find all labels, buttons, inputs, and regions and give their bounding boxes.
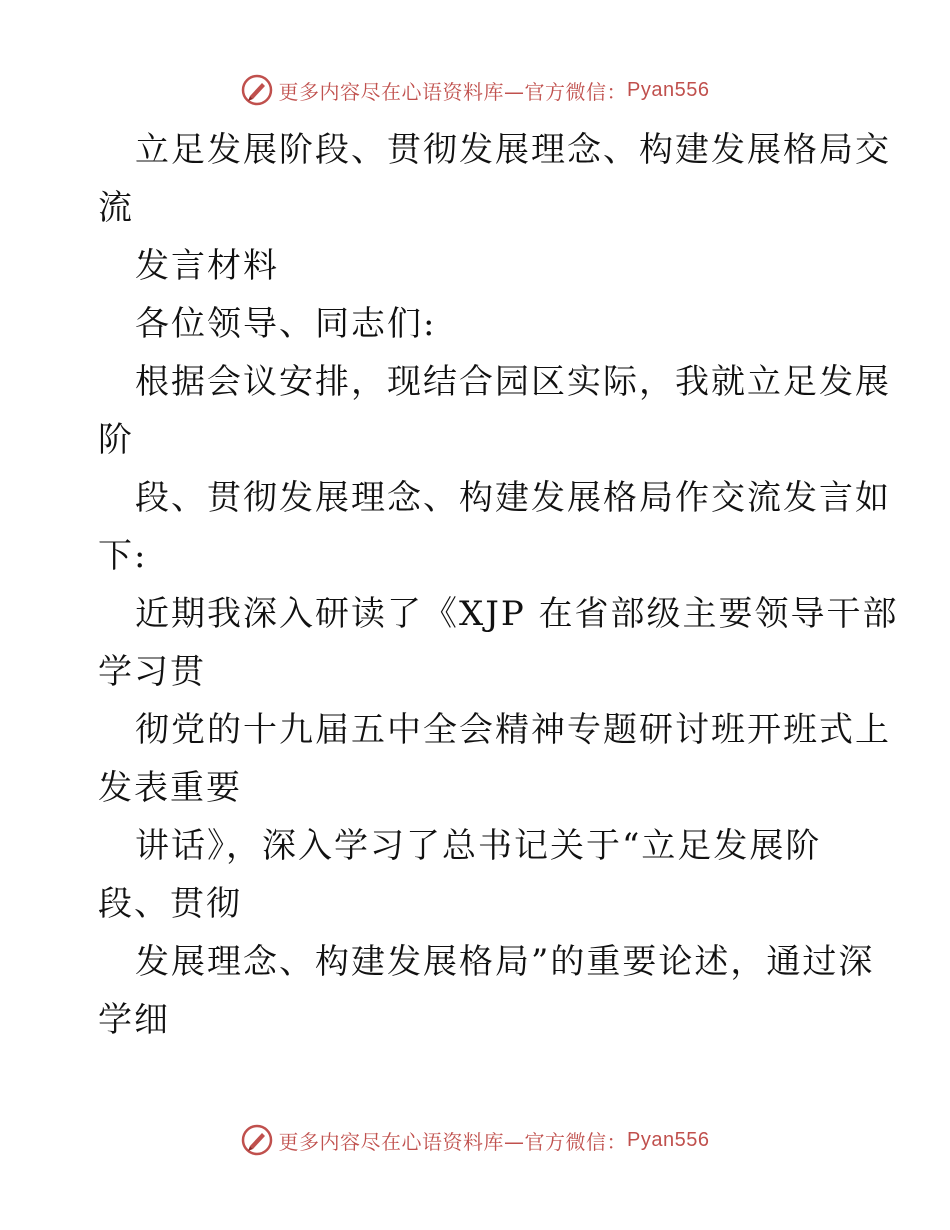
text-line: 学习贯 xyxy=(98,652,206,692)
header-watermark xyxy=(0,70,950,110)
pen-logo-icon xyxy=(241,1124,273,1156)
text-line: 立足发展阶段、贯彻发展理念、构建发展格局交 xyxy=(135,130,891,170)
text-line: 讲话》，深入学习了总书记关于“立足发展阶 xyxy=(135,826,822,866)
text-line: 根据会议安排，现结合园区实际，我就立足发展 xyxy=(135,362,891,402)
text-line: 阶 xyxy=(98,420,134,460)
text-line: 下: xyxy=(98,536,148,576)
pen-logo-icon xyxy=(241,74,273,106)
text-line: 彻党的十九届五中全会精神专题研讨班开班式上 xyxy=(135,710,891,750)
watermark-text: 更多内容尽在心语资料库—官方微信： xyxy=(278,79,628,104)
text-line: 段、贯彻 xyxy=(98,884,242,924)
watermark-wechat-id: Pyan556 xyxy=(627,78,710,101)
footer-watermark xyxy=(0,1120,950,1160)
text-line: 发表重要 xyxy=(98,768,242,808)
watermark-wechat-id: Pyan556 xyxy=(627,1128,710,1151)
text-line: 发展理念、构建发展格局”的重要论述，通过深 xyxy=(135,942,875,982)
text-line: 近期我深入研读了《XJP 在省部级主要领导干部 xyxy=(135,594,899,634)
text-line: 学细 xyxy=(98,1000,170,1040)
watermark-text: 更多内容尽在心语资料库—官方微信： xyxy=(278,1129,628,1154)
text-line: 段、贯彻发展理念、构建发展格局作交流发言如 xyxy=(135,478,891,518)
text-line: 各位领导、同志们: xyxy=(135,304,437,344)
text-line: 发言材料 xyxy=(135,246,279,286)
text-line: 流 xyxy=(98,188,134,228)
